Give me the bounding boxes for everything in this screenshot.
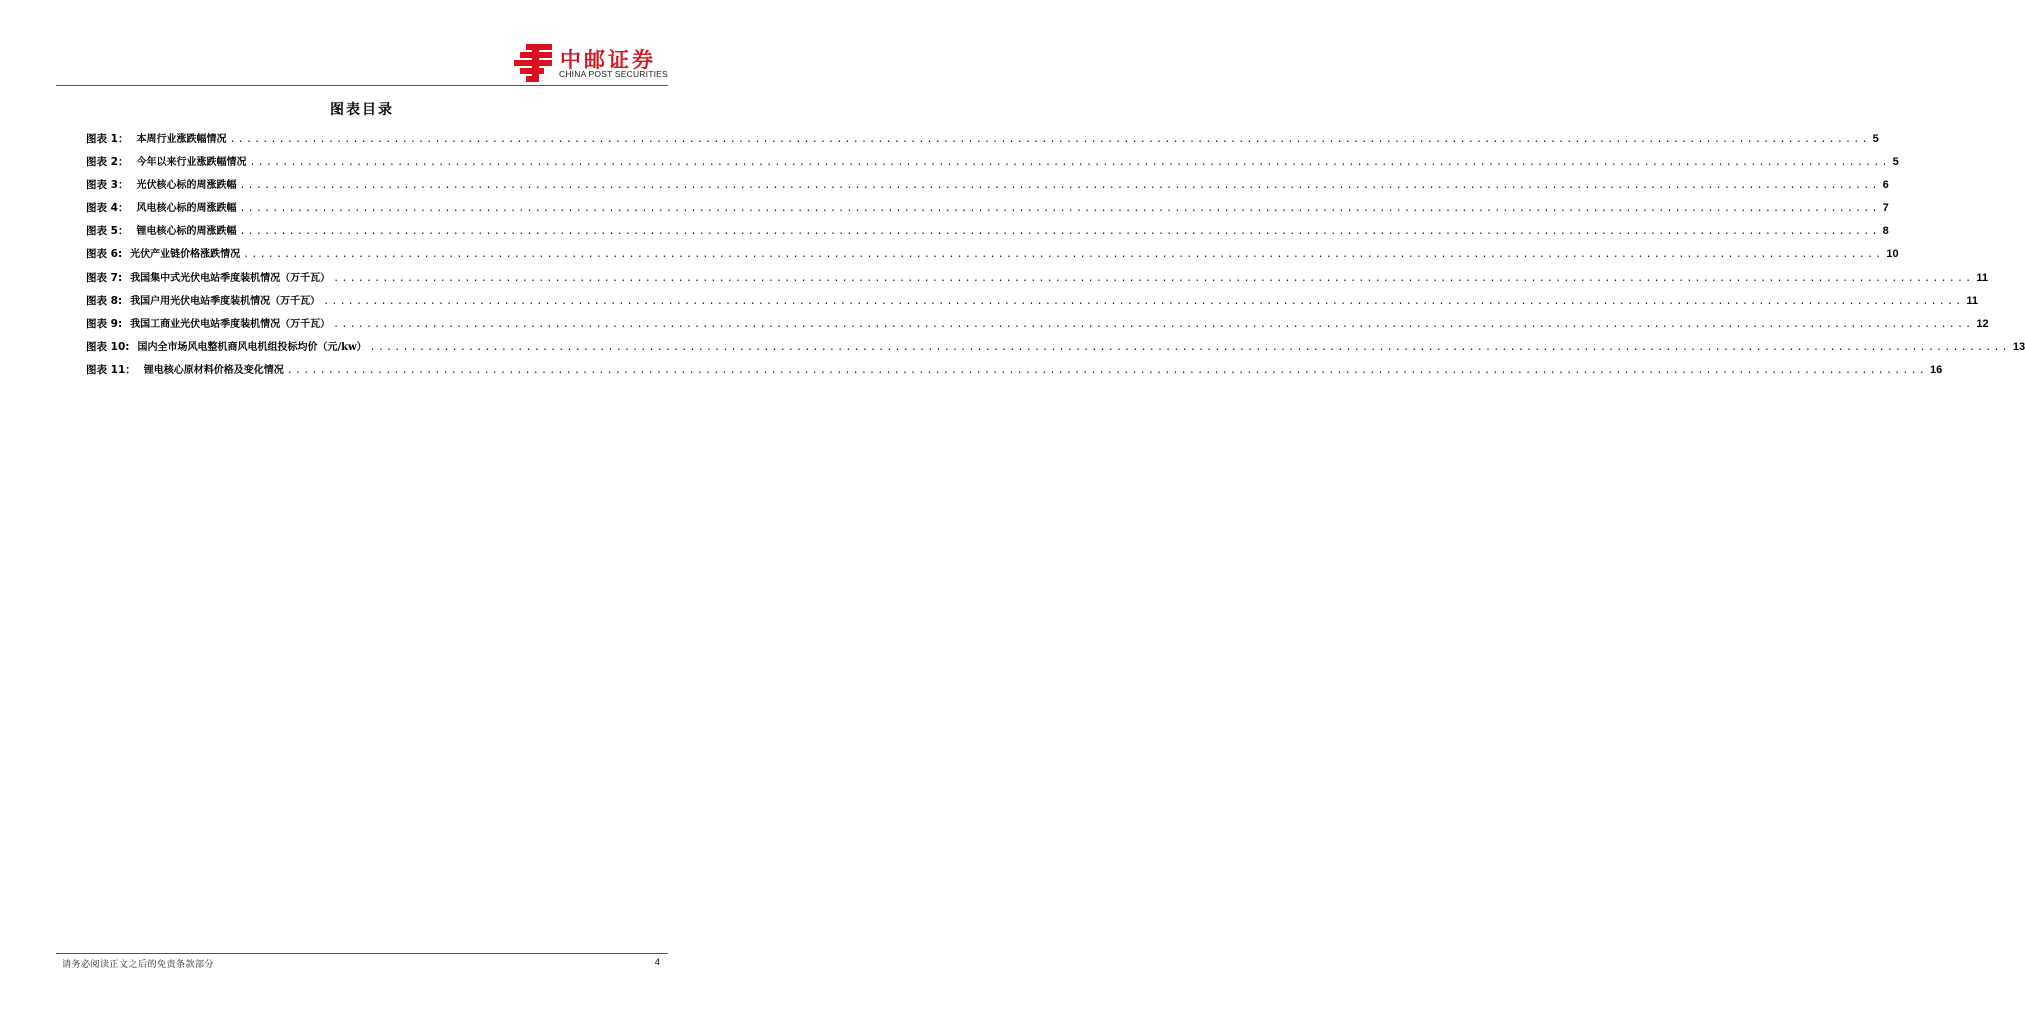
toc-entry-page: 5 bbox=[1892, 156, 1899, 169]
toc-entry-title: 锂电核心标的周涨跌幅 bbox=[136, 226, 237, 238]
header-divider bbox=[56, 85, 668, 86]
toc-dot-leader: ........................................................................................................................................................................................................ bbox=[239, 204, 1880, 216]
footer-divider bbox=[56, 953, 668, 954]
toc-entry-page: 13 bbox=[2012, 340, 2025, 353]
toc-entry-page: 11 bbox=[1966, 294, 1979, 307]
toc-entry-page: 12 bbox=[1976, 317, 1989, 330]
brand-name-en: CHINA POST SECURITIES bbox=[559, 69, 668, 79]
toc-entry[interactable] bbox=[86, 269, 1989, 292]
toc-entry[interactable] bbox=[86, 292, 1979, 315]
toc-entry-label: 图表 10: bbox=[86, 340, 130, 353]
footer-disclaimer: 请务必阅读正文之后的免责条款部分 bbox=[62, 960, 215, 970]
toc-entry-label: 图表 3： bbox=[86, 179, 129, 192]
page-header bbox=[0, 0, 724, 90]
toc-entry[interactable] bbox=[86, 130, 1879, 153]
toc-entry-label: 图表 5： bbox=[86, 225, 129, 238]
toc-entry-label: 图表 4： bbox=[86, 202, 129, 215]
toc-entry-label: 图表 8: bbox=[86, 294, 123, 307]
brand-name-cn: 中邮证券 bbox=[560, 48, 656, 72]
toc-entry[interactable] bbox=[86, 361, 1943, 384]
brand-logo bbox=[512, 42, 672, 84]
toc-entry[interactable] bbox=[86, 199, 1889, 222]
toc-entry-title: 风电核心标的周涨跌幅 bbox=[136, 203, 237, 215]
table-of-figures bbox=[86, 130, 2025, 384]
toc-entry-label: 图表 2： bbox=[86, 156, 129, 169]
toc-entry-title: 我国工商业光伏电站季度装机情况（万千瓦） bbox=[130, 318, 331, 330]
toc-entry-page: 7 bbox=[1882, 202, 1889, 215]
toc-entry-title: 今年以来行业涨跌幅情况 bbox=[136, 157, 247, 169]
toc-entry-label: 图表 1： bbox=[86, 133, 129, 145]
toc-dot-leader: ........................................................................................................................................................................................................ bbox=[333, 319, 1974, 331]
toc-entry[interactable] bbox=[86, 245, 1899, 268]
toc-entry-title: 本周行业涨跌幅情况 bbox=[136, 134, 227, 145]
toc-entry[interactable] bbox=[86, 176, 1889, 199]
toc-entry-page: 8 bbox=[1882, 225, 1889, 238]
toc-entry-title: 国内全市场风电整机商风电机组投标均价（元/kw） bbox=[137, 341, 367, 353]
toc-dot-leader: ........................................................................................................................................................................................................ bbox=[239, 227, 1880, 239]
toc-entry-title: 光伏核心标的周涨跌幅 bbox=[136, 180, 237, 192]
toc-entry-page: 6 bbox=[1882, 179, 1889, 192]
toc-entry-label: 图表 9: bbox=[86, 317, 123, 330]
toc-entry[interactable] bbox=[86, 222, 1889, 245]
china-post-logo-icon bbox=[512, 42, 554, 84]
toc-entry-page: 10 bbox=[1886, 248, 1899, 261]
toc-entry-label: 图表 11： bbox=[86, 363, 136, 376]
toc-dot-leader: ........................................................................................................................................................................................................ bbox=[333, 273, 1974, 285]
toc-entry-page: 16 bbox=[1929, 363, 1943, 376]
toc-dot-leader: ........................................................................................................................................................................................................ bbox=[229, 135, 1870, 146]
toc-entry-title: 锂电核心原材料价格及变化情况 bbox=[143, 364, 284, 376]
toc-dot-leader: ........................................................................................................................................................................................................ bbox=[249, 158, 1890, 170]
toc-dot-leader: ........................................................................................................................................................................................................ bbox=[323, 296, 1964, 308]
toc-dot-leader: ........................................................................................................................................................................................................ bbox=[239, 181, 1880, 193]
toc-entry[interactable] bbox=[86, 315, 1989, 338]
toc-entry[interactable] bbox=[86, 338, 2025, 361]
toc-dot-leader: ........................................................................................................................................................................................................ bbox=[369, 342, 2010, 354]
toc-entry-page: 5 bbox=[1872, 133, 1879, 145]
page-number: 4 bbox=[654, 957, 660, 968]
toc-dot-leader: ........................................................................................................................................................................................................ bbox=[243, 250, 1884, 262]
toc-entry-title: 我国集中式光伏电站季度装机情况（万千瓦） bbox=[130, 272, 331, 284]
toc-entry-page: 11 bbox=[1976, 271, 1989, 284]
toc-dot-leader: ........................................................................................................................................................................................................ bbox=[286, 365, 1927, 377]
toc-entry[interactable] bbox=[86, 153, 1899, 176]
toc-entry-label: 图表 7: bbox=[86, 271, 123, 284]
toc-entry-title: 我国户用光伏电站季度装机情况（万千瓦） bbox=[130, 295, 321, 307]
toc-title: 图表目录 bbox=[330, 102, 394, 118]
toc-entry-label: 图表 6: bbox=[86, 248, 123, 261]
toc-entry-title: 光伏产业链价格涨跌情况 bbox=[130, 249, 241, 261]
